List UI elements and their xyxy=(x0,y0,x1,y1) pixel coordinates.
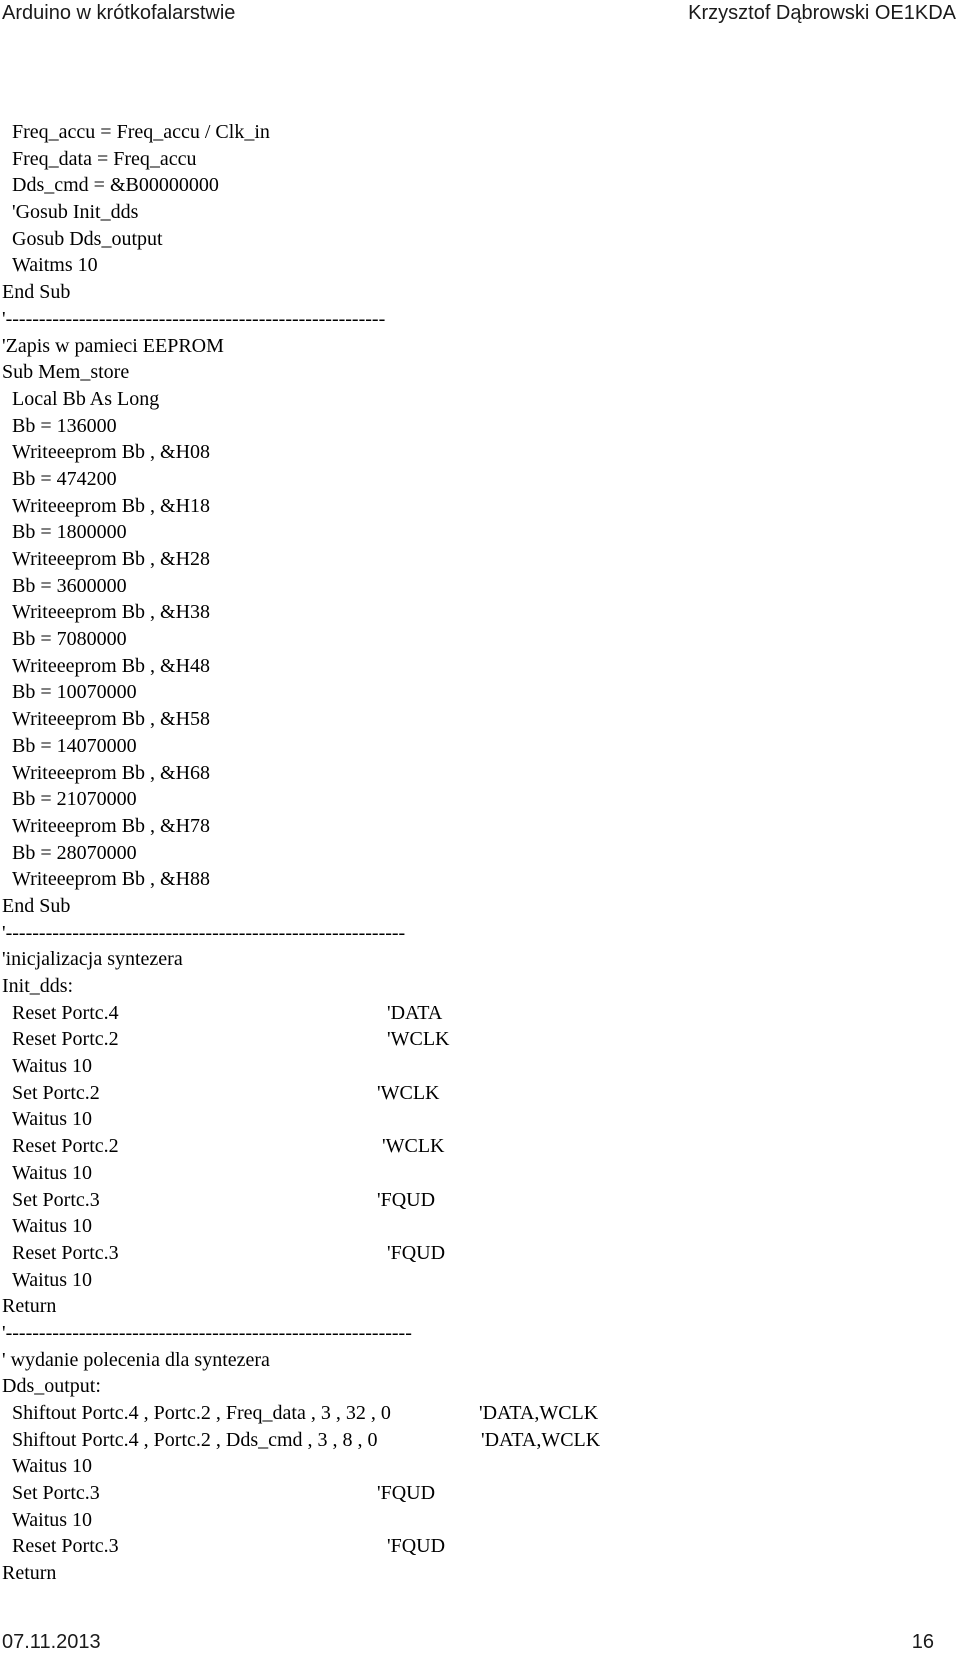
code-statement: '--------------------------------------------------------- xyxy=(2,307,386,330)
code-line xyxy=(0,1133,960,1160)
code-statement: Reset Portc.4 xyxy=(12,1001,119,1024)
page-footer xyxy=(0,1625,960,1655)
code-comment: 'FQUD xyxy=(387,1535,446,1558)
code-line xyxy=(0,733,960,760)
code-line xyxy=(0,1160,960,1187)
code-statement: Set Portc.2 xyxy=(12,1081,100,1104)
code-line xyxy=(0,840,960,867)
code-line xyxy=(0,760,960,787)
footer-date: 07.11.2013 xyxy=(2,1631,101,1653)
code-line xyxy=(0,1267,960,1294)
code-statement: Init_dds: xyxy=(2,975,74,997)
code-statement: Writeeeprom Bb , &H88 xyxy=(12,868,211,891)
code-statement: 'inicjalizacja syntezera xyxy=(2,948,183,971)
code-line xyxy=(0,679,960,706)
page-header xyxy=(0,0,960,30)
code-line xyxy=(0,653,960,680)
code-line xyxy=(0,519,960,546)
code-statement: Writeeeprom Bb , &H18 xyxy=(12,494,211,517)
code-line xyxy=(0,1187,960,1214)
code-statement: Set Portc.3 xyxy=(12,1482,100,1505)
code-line xyxy=(0,893,960,920)
code-statement: Reset Portc.2 xyxy=(12,1135,119,1158)
code-line xyxy=(0,146,960,173)
code-statement: Bb = 28070000 xyxy=(12,841,137,864)
code-line xyxy=(0,706,960,733)
code-statement: Writeeeprom Bb , &H38 xyxy=(12,601,211,624)
code-statement: Writeeeprom Bb , &H58 xyxy=(12,708,211,731)
code-line xyxy=(0,119,960,146)
code-statement: 'Gosub Init_dds xyxy=(12,201,139,224)
code-line xyxy=(0,306,960,333)
code-line xyxy=(0,1080,960,1107)
code-line xyxy=(0,946,960,973)
code-line xyxy=(0,1400,960,1427)
code-line xyxy=(0,920,960,947)
code-statement: Shiftout Portc.4 , Portc.2 , Freq_data , 3 , 32 , 0 xyxy=(12,1402,391,1424)
code-line xyxy=(0,1560,960,1587)
code-statement: 'Zapis w pamieci EEPROM xyxy=(2,334,224,357)
code-statement: End Sub xyxy=(2,281,71,304)
code-line xyxy=(0,1507,960,1534)
code-statement: Writeeeprom Bb , &H28 xyxy=(12,548,211,570)
code-statement: Writeeeprom Bb , &H78 xyxy=(12,814,211,837)
code-comment: 'DATA,WCLK xyxy=(481,1428,601,1451)
code-statement: Reset Portc.3 xyxy=(12,1241,119,1264)
code-line xyxy=(0,813,960,840)
code-statement: Waitus 10 xyxy=(12,1108,93,1131)
code-line xyxy=(0,279,960,306)
code-comment: 'FQUD xyxy=(377,1482,436,1505)
code-line xyxy=(0,1320,960,1347)
code-statement: Local Bb As Long xyxy=(12,387,160,410)
code-line xyxy=(0,1480,960,1507)
code-statement: Waitus 10 xyxy=(12,1455,93,1478)
code-statement: Bb = 474200 xyxy=(12,467,117,490)
code-statement: Dds_output: xyxy=(2,1375,101,1398)
code-line xyxy=(0,226,960,253)
code-line xyxy=(0,1106,960,1133)
code-statement: Gosub Dds_output xyxy=(12,227,163,250)
code-comment: 'DATA xyxy=(387,1001,443,1024)
code-statement: Reset Portc.3 xyxy=(12,1535,119,1558)
code-line xyxy=(0,573,960,600)
code-statement: Return xyxy=(2,1295,57,1318)
code-comment: 'DATA,WCLK xyxy=(479,1402,599,1424)
code-statement: Waitus 10 xyxy=(12,1508,93,1531)
code-statement: Waitms 10 xyxy=(12,254,98,277)
code-line xyxy=(0,439,960,466)
code-line xyxy=(0,1026,960,1053)
code-line xyxy=(0,493,960,520)
code-statement: Bb = 1800000 xyxy=(12,521,127,544)
code-comment: 'FQUD xyxy=(387,1241,446,1264)
code-line xyxy=(0,386,960,413)
code-line xyxy=(0,172,960,199)
code-line xyxy=(0,199,960,226)
code-statement: Sub Mem_store xyxy=(2,361,130,384)
code-line xyxy=(0,359,960,386)
code-statement: ' wydanie polecenia dla syntezera xyxy=(2,1348,270,1371)
code-line xyxy=(0,973,960,1000)
code-line xyxy=(0,466,960,493)
code-line xyxy=(0,252,960,279)
code-statement: Dds_cmd = &B00000000 xyxy=(12,174,219,197)
code-line xyxy=(0,1053,960,1080)
document-title: Arduino w krótkofalarstwie xyxy=(2,2,236,24)
code-line xyxy=(0,1347,960,1374)
code-statement: End Sub xyxy=(2,894,71,917)
code-line xyxy=(0,1453,960,1480)
code-statement: Writeeeprom Bb , &H08 xyxy=(12,441,211,464)
code-comment: 'WCLK xyxy=(377,1081,440,1104)
code-line xyxy=(0,599,960,626)
code-statement: Return xyxy=(2,1562,57,1585)
code-statement: Shiftout Portc.4 , Portc.2 , Dds_cmd , 3 , 8 , 0 xyxy=(12,1428,378,1451)
code-statement: Waitus 10 xyxy=(12,1055,93,1078)
code-statement: Bb = 7080000 xyxy=(12,628,127,651)
code-statement: Bb = 10070000 xyxy=(12,681,137,704)
code-statement: Writeeeprom Bb , &H68 xyxy=(12,761,211,784)
code-line xyxy=(0,1533,960,1560)
code-line xyxy=(0,866,960,893)
code-line xyxy=(0,546,960,573)
code-line xyxy=(0,1427,960,1454)
code-line xyxy=(0,1293,960,1320)
code-statement: Waitus 10 xyxy=(12,1268,93,1291)
code-statement: Bb = 136000 xyxy=(12,414,117,437)
code-statement: Set Portc.3 xyxy=(12,1188,100,1211)
code-statement: Bb = 21070000 xyxy=(12,788,137,811)
code-line xyxy=(0,1373,960,1400)
code-line xyxy=(0,1240,960,1267)
code-statement: Reset Portc.2 xyxy=(12,1028,119,1051)
code-line xyxy=(0,786,960,813)
code-statement: '------------------------------------------------------------- xyxy=(2,1321,412,1344)
code-line xyxy=(0,626,960,653)
code-statement: Bb = 14070000 xyxy=(12,734,137,757)
page-number: 16 xyxy=(911,1631,934,1653)
code-listing xyxy=(0,119,960,1587)
code-line xyxy=(0,413,960,440)
code-statement: Writeeeprom Bb , &H48 xyxy=(12,654,211,677)
code-comment: 'WCLK xyxy=(387,1028,450,1051)
code-line xyxy=(0,1213,960,1240)
code-comment: 'FQUD xyxy=(377,1188,436,1211)
code-statement: Waitus 10 xyxy=(12,1215,93,1238)
code-statement: Freq_accu = Freq_accu / Clk_in xyxy=(12,121,270,143)
code-comment: 'WCLK xyxy=(382,1135,445,1158)
code-statement: Bb = 3600000 xyxy=(12,574,127,597)
code-statement: Waitus 10 xyxy=(12,1161,93,1184)
code-line xyxy=(0,333,960,360)
code-line xyxy=(0,1000,960,1027)
code-statement: '------------------------------------------------------------ xyxy=(2,921,406,944)
code-statement: Freq_data = Freq_accu xyxy=(12,147,197,170)
document-author: Krzysztof Dąbrowski OE1KDA xyxy=(688,2,956,24)
